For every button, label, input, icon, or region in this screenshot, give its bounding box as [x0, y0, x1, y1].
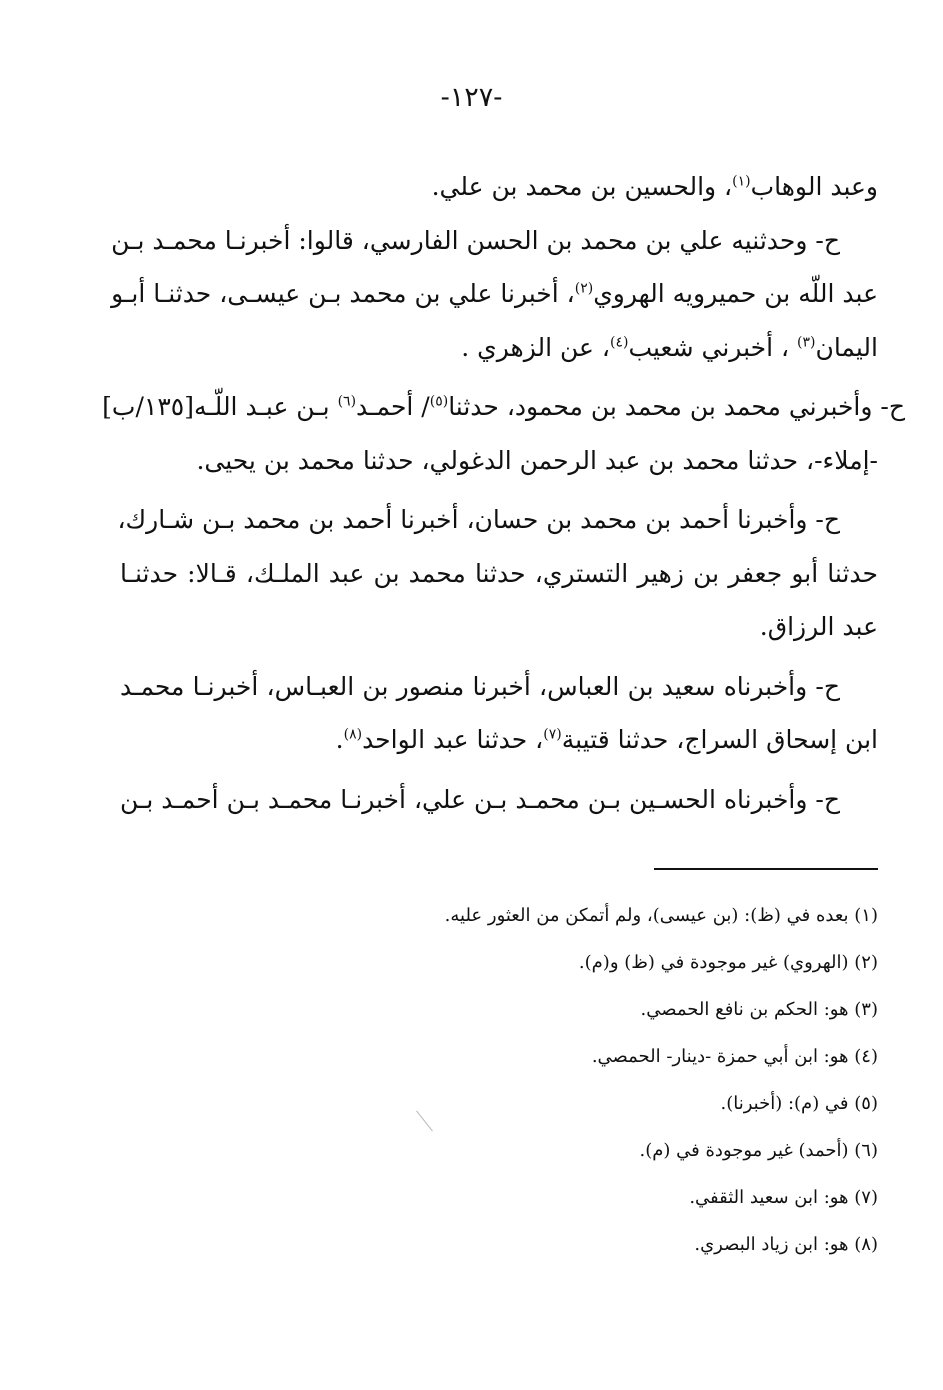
text-line-8: حدثنا أبو جعفر بن زهير التستري، حدثنا محمد بن عبد الملـك، قـالا: حدثنـا	[120, 558, 878, 588]
text-line-9: عبد الرزاق.	[759, 612, 878, 641]
footnote-3: (٣) هو: الحكم بن نافع الحمصي.	[640, 999, 878, 1020]
footnote-8: (٨) هو: ابن زياد البصري.	[694, 1234, 878, 1255]
page-number: -١٢٧-	[440, 82, 503, 113]
footnotes	[400, 892, 878, 1268]
text-line-3: عبد اللّه بن حميرويه الهروي$^{(٢)}$، أخبرنا علي بن محمد بـن عيسـى، حدثنـا أبـو	[111, 279, 878, 308]
text-line-12: ح- وأخبرناه الحسـين بـن محمـد بـن علي، أخبرنـا محمـد بـن أحمـد بـن	[120, 784, 840, 814]
footnote-5: (٥) في (م): (أخبرنا).	[720, 1093, 878, 1114]
text-line-5: ح- وأخبرني محمد بن محمد بن محمود، حدثنا$^{(٥)}$/ أحمـد$^{(٦)}$ بـن عبـد اللّـه[١٣٥/ب]	[102, 392, 905, 421]
footnote-1: (١) بعده في (ظ): (بن عيسى)، ولم أتمكن من العثور عليه.	[444, 905, 878, 926]
footnote-7: (٧) هو: ابن سعيد الثقفي.	[689, 1187, 878, 1208]
text-line-10: ح- وأخبرناه سعيد بن العباس، أخبرنا منصور بن العبـاس، أخبرنـا محمـد	[120, 671, 840, 701]
text-line-1: وعبد الوهاب$^{(١)}$، والحسين بن محمد بن علي.	[431, 172, 878, 201]
footnote-separator	[654, 868, 878, 870]
text-line-7: ح- وأخبرنا أحمد بن محمد بن حسان، أخبرنا أحمد بن محمد بـن شـارك،	[117, 505, 840, 534]
footnote-6: (٦) (أحمد) غير موجودة في (م).	[639, 1140, 878, 1161]
text-line-2: ح- وحدثنيه علي بن محمد بن الحسن الفارسي، قالوا: أخبرنـا محمـد بـن	[111, 225, 840, 255]
text-line-4: اليمان$^{(٣)}$ ، أخبرني شعيب$^{(٤)}$، عن الزهري .	[461, 332, 878, 362]
text-line-6: -إملاء-، حدثنا محمد بن عبد الرحمن الدغولي، حدثنا محمد بن يحيى.	[196, 445, 878, 475]
footnote-4: (٤) هو: ابن أبي حمزة -دينار- الحمصي.	[591, 1046, 878, 1067]
main-text	[102, 160, 905, 826]
text-line-11: ابن إسحاق السراج، حدثنا قتيبة$^{(٧)}$، حدثنا عبد الواحد$^{(٨)}$.	[335, 725, 878, 754]
footnote-2: (٢) (الهروي) غير موجودة في (ظ) و(م).	[578, 952, 878, 973]
